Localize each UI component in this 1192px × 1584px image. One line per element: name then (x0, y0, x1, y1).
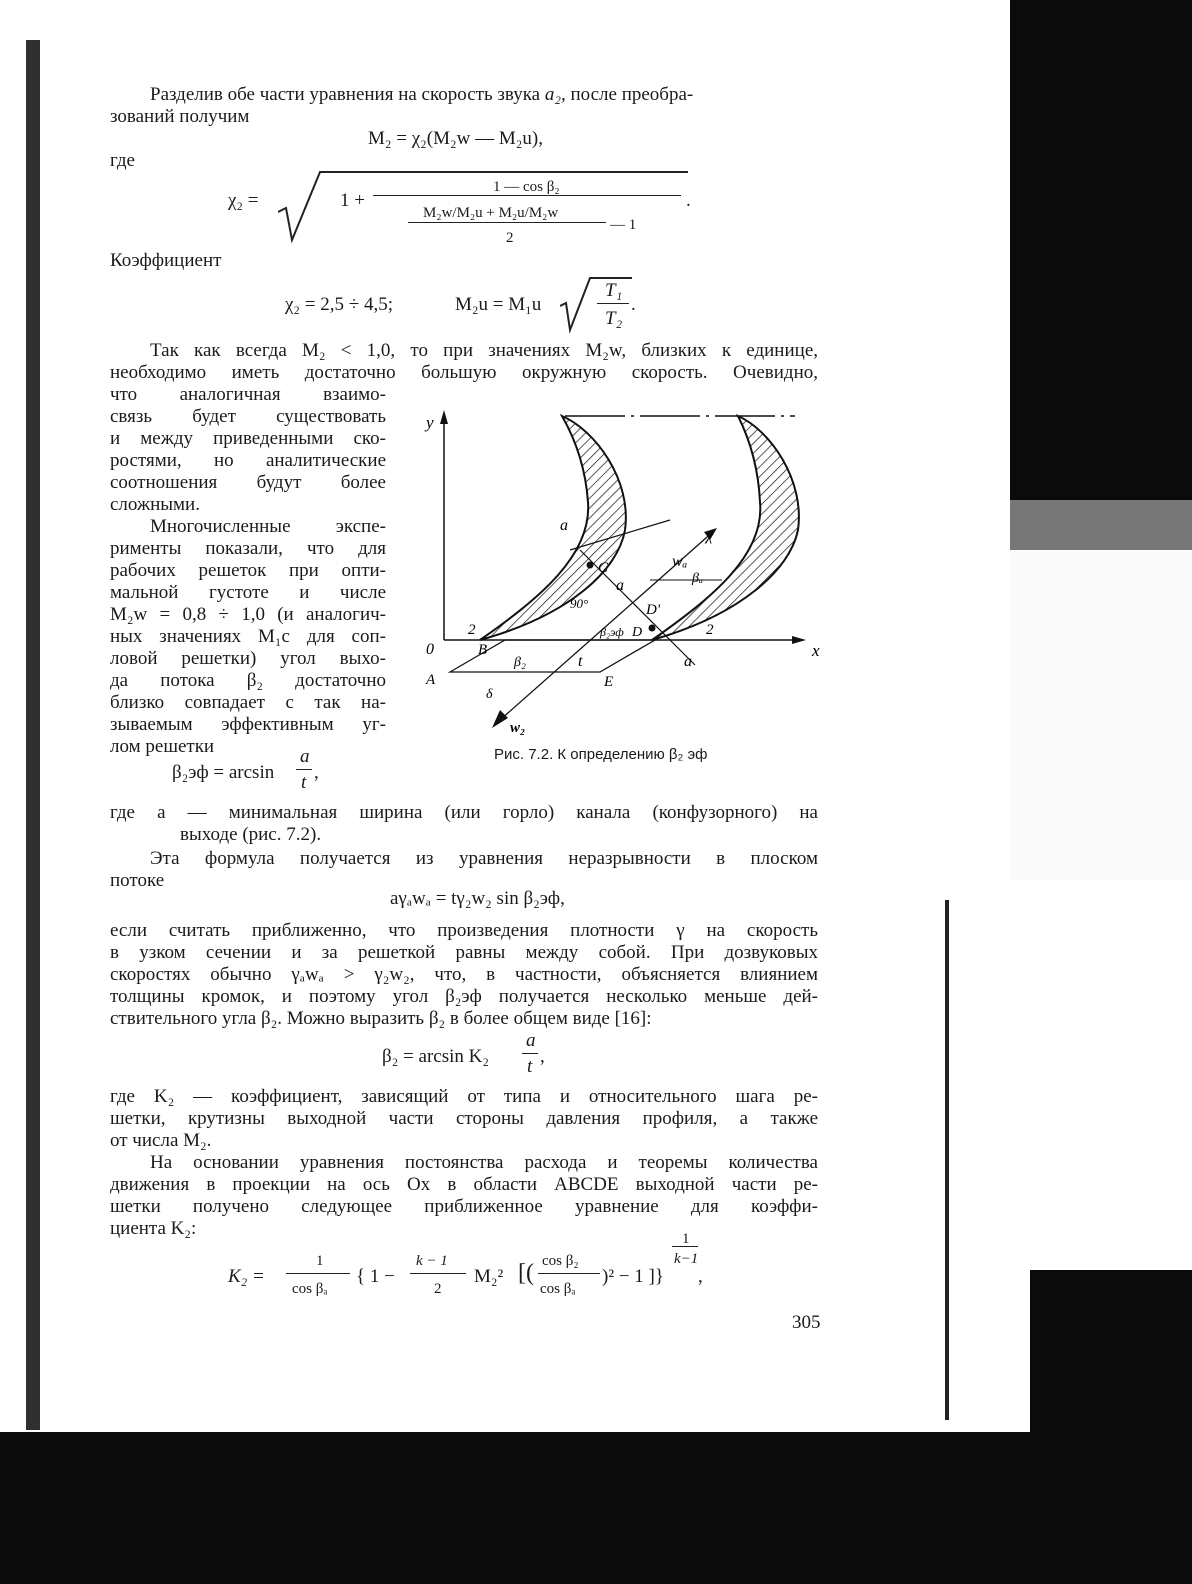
label-b: B (478, 642, 488, 658)
label-origin: 0 (426, 641, 434, 658)
page-number: 305 (792, 1312, 821, 1333)
text-line: близко совпадает с так на- (110, 692, 386, 713)
text-line: лом решетки (110, 736, 215, 757)
label-E: E (604, 674, 614, 690)
text-line: На основании уравнения постоянства расхода и теоремы количества (150, 1152, 818, 1173)
label-beta2: β₂ (514, 655, 526, 670)
scan-border-right-gray (1010, 500, 1192, 550)
label-chi: χ (706, 527, 714, 544)
text-line: сложными. (110, 494, 200, 515)
scan-rule-right (945, 900, 949, 1420)
equation-m2: M₂ = χ₂(M₂w — M₂u), (368, 128, 543, 149)
figure-blade-cascade (420, 400, 840, 740)
text-line: зываемым эффективным уг- (110, 714, 386, 735)
text-line: в узком сечении и за решеткой равны между собой. При дозвуковых (110, 942, 818, 963)
text-line: толщины кромок, и поэтому угол β₂эф получается несколько меньше дей- (110, 986, 818, 1007)
label-delta: δ (486, 687, 493, 702)
figure-caption: Рис. 7.2. К определению β₂ эф (494, 746, 708, 763)
label-d: D (632, 625, 643, 640)
text-line: движения в проекции на ось Ox в области ABCDE выходной части ре- (110, 1174, 818, 1195)
text-line: соотношения будут более (110, 472, 386, 493)
text-line: Эта формула получается из уравнения неразрывности в плоском (150, 848, 818, 869)
text-line: рабочих решеток при опти- (110, 560, 386, 581)
label-2-left: 2 (468, 622, 476, 638)
text-line: Разделив обе части уравнения на скорость звука a₂, после преобра- (150, 84, 694, 105)
label-y: y (426, 413, 434, 432)
label-beta-a: βₐ (692, 571, 704, 586)
label-a: a (560, 517, 568, 534)
label-c: C (598, 560, 609, 576)
text-line: мальной густоте и числе (110, 582, 386, 603)
text-line: от числа M₂. (110, 1130, 212, 1151)
text-line: что аналогичная взаимо- (110, 384, 386, 405)
text-line: и между приведенными ско- (110, 428, 386, 449)
scan-border-right (1010, 0, 1192, 500)
text-line: Так как всегда M₂ < 1,0, то при значениях M₂w, близких к единице, (150, 340, 818, 361)
text-line: ростями, но аналитические (110, 450, 386, 471)
text-line: необходимо иметь достаточно большую окружную скорость. Очевидно, (110, 362, 818, 383)
text-line: рименты показали, что для (110, 538, 386, 559)
text-line: M₂w = 0,8 ÷ 1,0 (и аналогич- (110, 604, 386, 625)
label-beta2ef: β₂эф (600, 625, 624, 639)
text-line: где a — минимальная ширина (или горло) канала (конфузорного) на (110, 802, 818, 823)
equation-continuity: aγₐwₐ = tγ₂w₂ sin β₂эф, (390, 888, 565, 909)
text-line: Многочисленные экспе- (150, 516, 386, 537)
text-line: зований получим (110, 106, 250, 127)
text-line: где K₂ — коэффициент, зависящий от типа и относительного шага ре- (110, 1086, 818, 1107)
text-line: да потока β₂ достаточно (110, 670, 386, 691)
label-2-right: 2 (706, 622, 714, 638)
label-x: x (812, 641, 820, 660)
text-line: где (110, 150, 135, 171)
label-d-prime: D' (646, 602, 661, 618)
label-a: a (616, 577, 624, 594)
label-a: a (684, 653, 692, 670)
text-line: связь будет существовать (110, 406, 386, 427)
text-line: циента K₂: (110, 1218, 197, 1239)
label-t: t (578, 653, 583, 670)
text-line: выходе (рис. 7.2). (180, 824, 322, 845)
text-line: ствительного угла β₂. Можно выразить β₂ в более общем виде [16]: (110, 1008, 652, 1029)
label-wa: wₐ (672, 553, 688, 570)
scan-border-bottom (0, 1432, 1192, 1584)
label-A: A (426, 672, 436, 688)
text-line: шетки, крутизны выходной части стороны давления профиля, а также (110, 1108, 818, 1129)
blade-profile-right (652, 416, 799, 640)
text-line: ных значениях M₁c для соп- (110, 626, 386, 647)
text-line: если считать приближенно, что произведения плотности γ на скорость (110, 920, 818, 941)
scan-border-right-lower (1030, 1270, 1192, 1432)
scan-border-right-light (1010, 550, 1192, 880)
blade-profile-left (480, 416, 626, 640)
text-line: скоростях обычно γₐwₐ > γ₂w₂, что, в частности, объясняется влиянием (110, 964, 818, 985)
text-line: шетки получено следующее приближенное уравнение для коэффи- (110, 1196, 818, 1217)
label-90-deg: 90° (570, 596, 589, 611)
text-line: Коэффициент (110, 250, 222, 271)
text-line: ловой решетки) угол выхо- (110, 648, 386, 669)
scan-border-left (26, 40, 40, 1430)
text-line: потоке (110, 870, 165, 891)
sqrt-sign-icon (560, 276, 640, 336)
inline-symbol: a₂, (544, 84, 566, 105)
equation-k2: K₂ = 1 cos βₐ { 1 − k − 1 2 M₂² [( cos β₂ cos βₐ )² − 1 ]} 1 k−1 , (228, 1231, 703, 1297)
label-w2: w₂ (510, 720, 526, 736)
